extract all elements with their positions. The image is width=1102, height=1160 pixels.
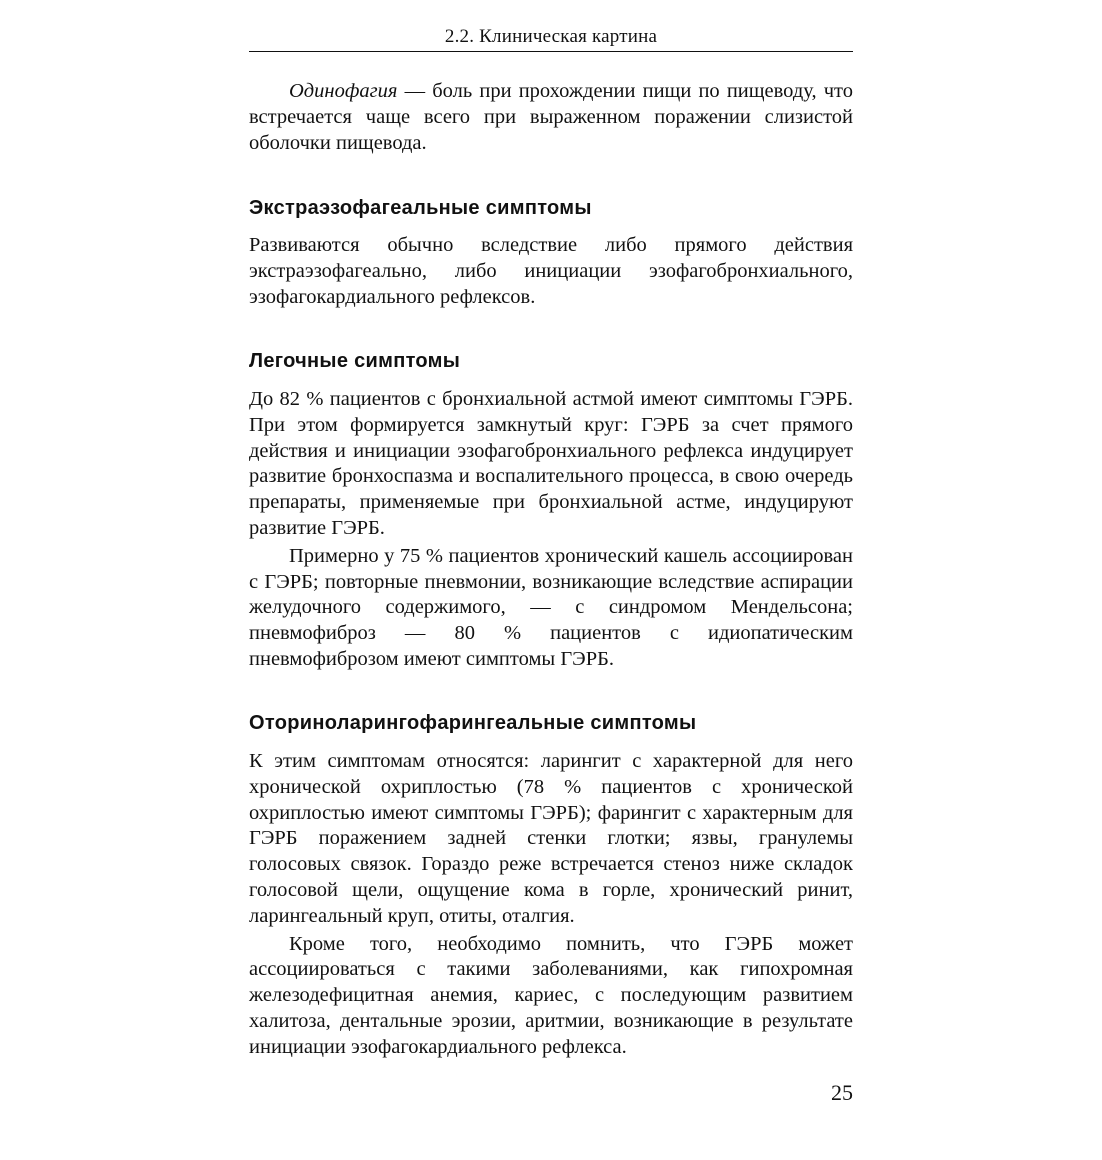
section-pulmonary bbox=[249, 349, 853, 373]
section-ent-body bbox=[249, 749, 853, 1061]
section-paragraph: Кроме того, необходимо помнить, что ГЭРБ может ассоциироваться с такими заболеваниями, как гипохромная железодефицитная анемия, кариес, с последующим развитием халитоза, дентальные эрозии, аритмии, возникающие в результате инициации эзофагокардиального рефлекса. bbox=[249, 932, 853, 1058]
intro-term: Одинофагия bbox=[289, 80, 398, 102]
section-paragraph: К этим симптомам относятся: ларингит с характерной для него хронической охриплостью (78 % пациентов с хронической охриплостью имеют симптомы ГЭРБ); фарингит с характерным для ГЭРБ поражением задней стенки глотки; язвы, гранулемы голосовых связок. Гораздо реже встречается стеноз ниже складок голосовой щели, ощущение кома в горле, хронический ринит, ларингеальный круп, отиты, оталгия. bbox=[249, 750, 853, 927]
section-extraesophageal bbox=[249, 196, 853, 220]
book-page bbox=[249, 0, 853, 1160]
running-head: 2.2. Клиническая картина bbox=[444, 26, 658, 47]
section-heading: Экстраэзофагеальные симптомы bbox=[249, 197, 592, 219]
section-paragraph: Развиваются обычно вследствие либо прямого действия экстраэзофагеально, либо инициации эзофагобронхиального, эзофагокардиального рефлексов. bbox=[249, 234, 853, 308]
intro-text: — боль при прохождении пищи по пищеводу, что встречается чаще всего при выраженном поражении слизистой оболочки пищевода. bbox=[249, 80, 853, 154]
section-paragraph: До 82 % пациентов с бронхиальной астмой имеют симптомы ГЭРБ. При этом формируется замкнутый круг: ГЭРБ за счет прямого действия и инициации эзофагобронхиального рефлекса индуцирует развитие бронхоспазма и воспалительного процесса, в свою очередь препараты, применяемые при бронхиальной астме, индуцируют развитие ГЭРБ. bbox=[249, 388, 853, 539]
section-heading: Легочные симптомы bbox=[249, 350, 461, 372]
section-pulmonary-body bbox=[249, 387, 853, 673]
intro-block bbox=[249, 79, 853, 156]
section-heading: Оториноларингофарингеальные симптомы bbox=[249, 712, 697, 734]
intro-paragraph bbox=[249, 79, 853, 156]
section-ent bbox=[249, 711, 853, 735]
header-rule bbox=[249, 51, 853, 52]
section-paragraph: Примерно у 75 % пациентов хронический кашель ассоциирован с ГЭРБ; повторные пневмонии, возникающие вследствие аспирации желудочного содержимого, — с синдромом Мендельсона; пневмофиброз — 80 % пациентов с идиопатическим пневмофиброзом имеют симптомы ГЭРБ. bbox=[249, 544, 853, 670]
page-number: 25 bbox=[831, 1080, 853, 1105]
section-extraesophageal-body bbox=[249, 233, 853, 310]
